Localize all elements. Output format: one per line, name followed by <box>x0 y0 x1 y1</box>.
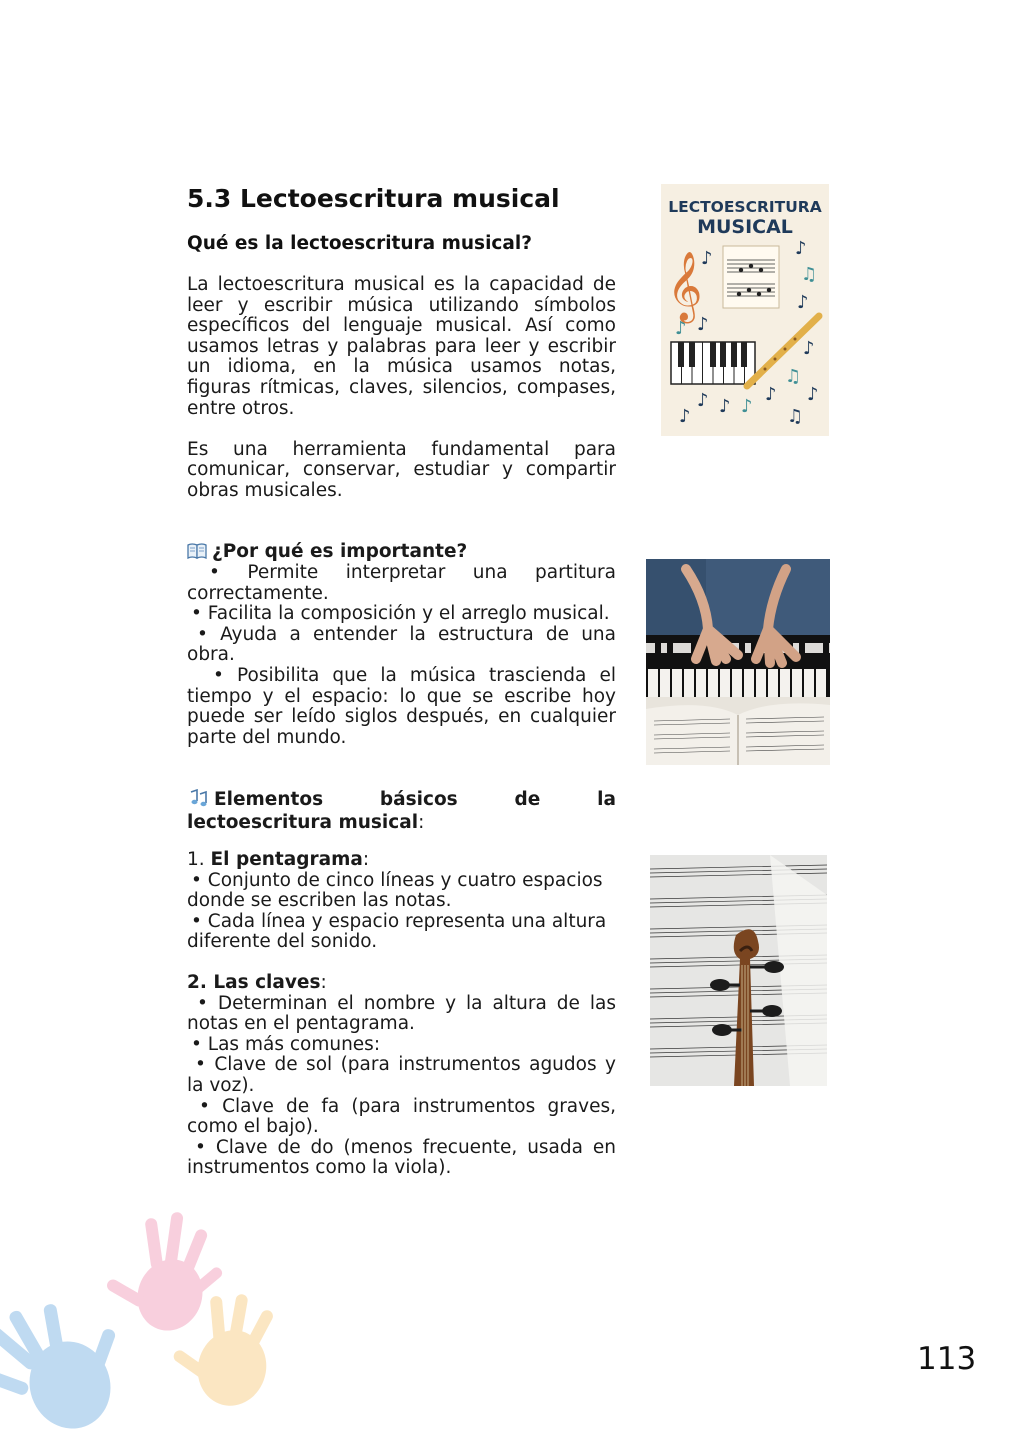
svg-text:♪: ♪ <box>797 292 809 313</box>
svg-text:♪: ♪ <box>795 238 807 259</box>
importance-title-text: ¿Por qué es importante? <box>212 541 468 562</box>
svg-text:♪: ♪ <box>807 384 819 405</box>
svg-text:♪: ♪ <box>765 384 777 405</box>
clefs-heading: 2. Las claves: <box>187 972 327 993</box>
page-number: 113 <box>917 1341 977 1377</box>
svg-text:♪: ♪ <box>675 318 687 339</box>
treble-clef-icon: 𝄞 <box>667 251 703 321</box>
handprints-decoration <box>0 1200 320 1440</box>
svg-text:♪: ♪ <box>679 406 691 427</box>
importance-list <box>187 563 616 748</box>
svg-text:♫: ♫ <box>787 406 804 427</box>
elements-title-text: Elementos básicos de la lectoescritura musical <box>187 789 616 833</box>
open-book-icon <box>187 543 207 565</box>
svg-text:♪: ♪ <box>697 390 709 411</box>
svg-text:♪: ♪ <box>701 248 713 269</box>
list-item: • Las más comunes: <box>191 1033 381 1055</box>
list-item: • Posibilita que la música trascienda el tiempo y el espacio: lo que se escribe hoy puede ser leído siglos después, en cualquier parte del mundo. <box>187 664 616 748</box>
lectoescritura-poster <box>661 184 829 436</box>
section-heading: 5.3 Lectoescritura musical <box>187 184 560 213</box>
svg-text:♫: ♫ <box>801 264 818 285</box>
list-item: • Conjunto de cinco líneas y cuatro espacios donde se escriben las notas. <box>187 869 603 912</box>
intro-text <box>187 275 616 502</box>
svg-text:♪: ♪ <box>697 314 709 335</box>
elements-title: Elementos básicos de la lectoescritura musical: <box>187 789 616 833</box>
piano-hands-photo <box>646 559 830 765</box>
poster-line1: LECTOESCRITURA <box>668 198 822 216</box>
svg-text:♪: ♪ <box>719 396 731 417</box>
violin-scroll-photo <box>650 855 827 1086</box>
list-item: • Facilita la composición y el arreglo musical. <box>191 603 610 625</box>
svg-text:♪: ♪ <box>803 338 815 359</box>
staff-heading: 1. El pentagrama: <box>187 849 370 870</box>
section-subheading: Qué es la lectoescritura musical? <box>187 233 532 254</box>
svg-text:♪: ♪ <box>741 396 753 417</box>
intro-paragraph: Es una herramienta fundamental para comunicar, conservar, estudiar y compartir obras musicales. <box>187 438 616 501</box>
music-notes-icon <box>187 789 209 813</box>
list-item: • Cada línea y espacio representa una altura diferente del sonido. <box>187 910 607 953</box>
poster-line2: MUSICAL <box>697 216 793 238</box>
intro-paragraph: La lectoescritura musical es la capacidad de leer y escribir música utilizando símbolos específicos del lenguaje musical. Así como usamos letras y palabras para leer y escribir un idioma, en la música usamos notas, figuras rítmicas, claves, silencios, compases, entre otros. <box>187 274 616 419</box>
list-item: • Permite interpretar una partitura correctamente. <box>187 562 616 604</box>
list-item: • Determinan el nombre y la altura de las notas en el pentagrama. <box>187 992 616 1035</box>
clefs-block <box>187 973 616 1179</box>
svg-text:♫: ♫ <box>785 366 802 387</box>
list-item: • Clave de fa (para instrumentos graves, como el bajo). <box>187 1095 616 1138</box>
staff-block <box>187 850 616 953</box>
list-item: • Ayuda a entender la estructura de una obra. <box>187 623 616 666</box>
list-item: • Clave de sol (para instrumentos agudos y la voz). <box>187 1054 616 1096</box>
list-item: • Clave de do (menos frecuente, usada en instrumentos como la viola). <box>187 1136 616 1179</box>
